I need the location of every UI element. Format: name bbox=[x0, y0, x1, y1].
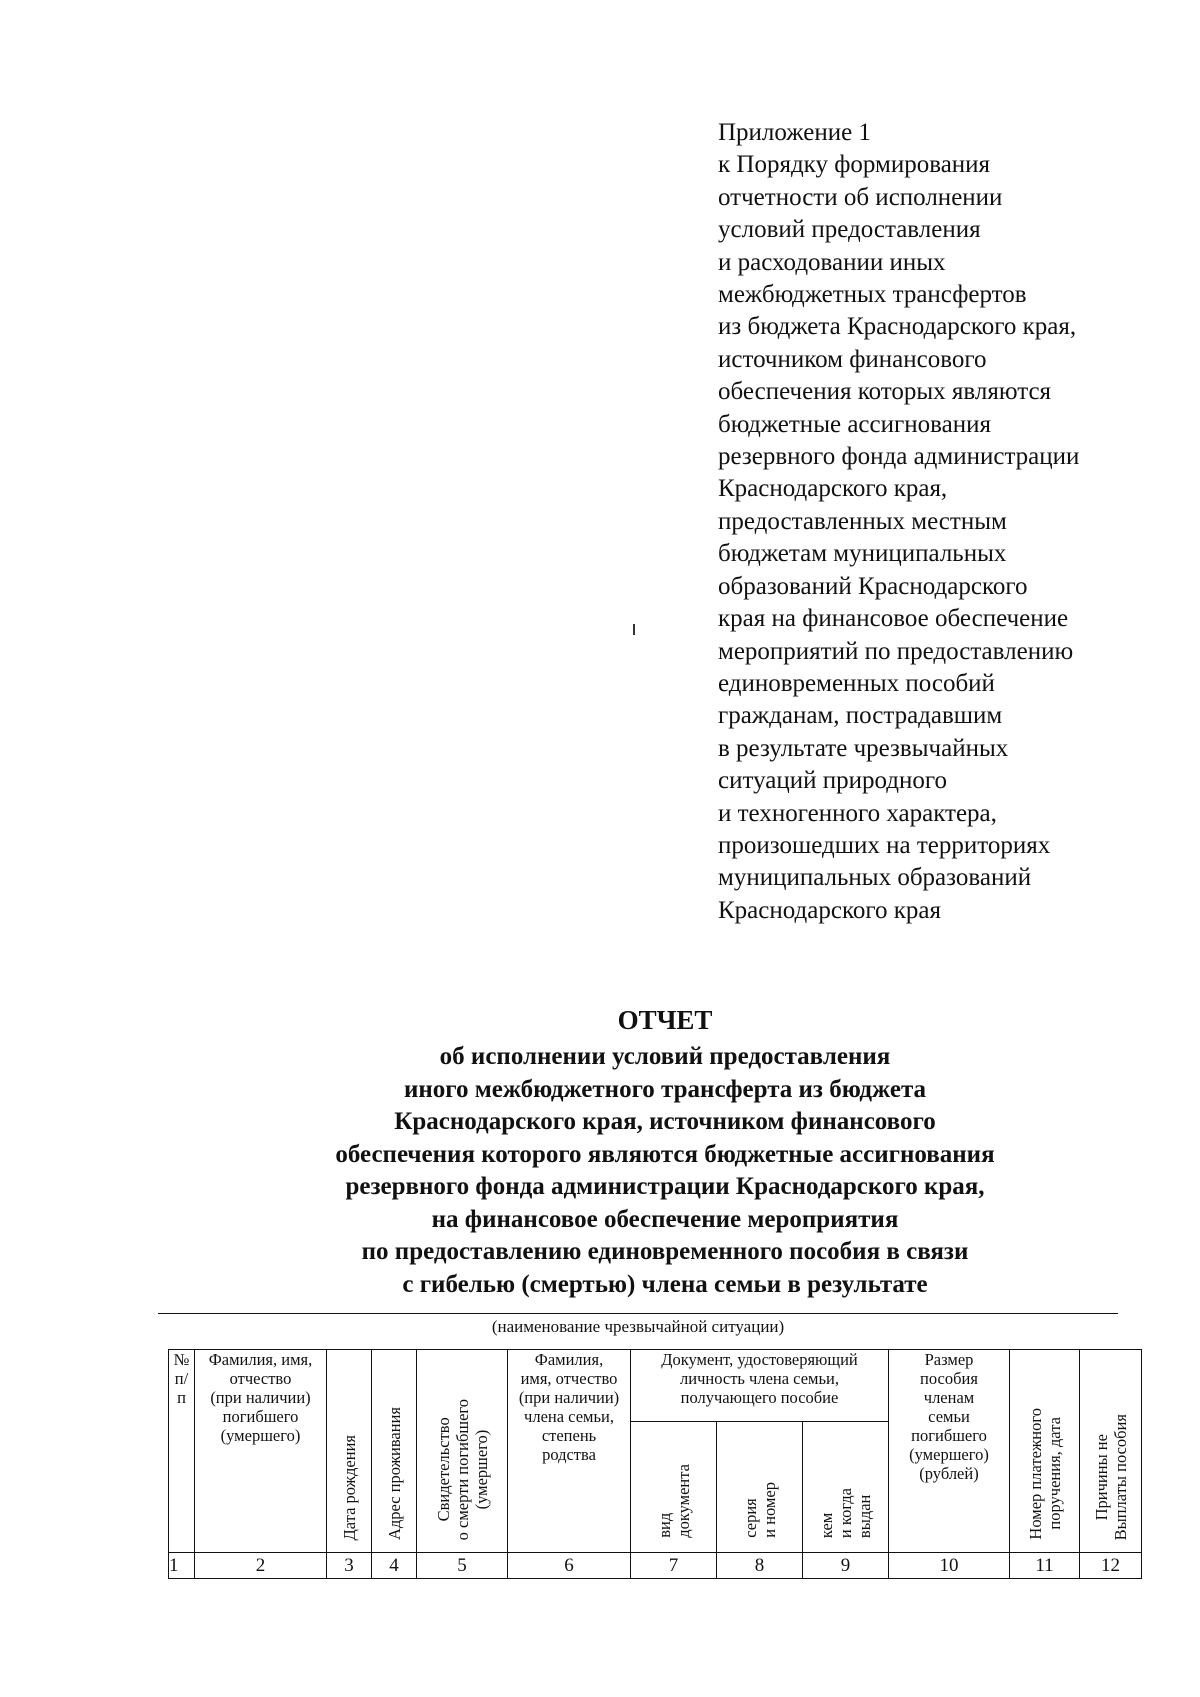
header-line: (умершего) bbox=[220, 1426, 301, 1445]
header-line: Документ, удостоверяющий bbox=[661, 1350, 858, 1369]
column-number-cell: 11 bbox=[1010, 1553, 1080, 1579]
header-line: поручения, дата bbox=[1044, 1417, 1064, 1531]
appendix-line: межбюджетных трансфертов bbox=[718, 281, 1027, 309]
column-number-cell: 8 bbox=[717, 1553, 803, 1579]
header-line: (умершего) bbox=[909, 1445, 989, 1464]
scan-mark bbox=[633, 624, 635, 635]
header-line: (при наличии) bbox=[210, 1388, 311, 1407]
subtitle-line: на финансовое обеспечение мероприятия bbox=[431, 1205, 899, 1233]
appendix-block bbox=[718, 117, 1188, 927]
header-line: степень bbox=[541, 1426, 597, 1445]
header-line: № bbox=[173, 1350, 190, 1369]
header-line: (при наличии) bbox=[518, 1388, 620, 1407]
col-number-header bbox=[169, 1350, 195, 1553]
column-number-cell: 3 bbox=[327, 1553, 372, 1579]
appendix-line: бюджетам муниципальных bbox=[718, 540, 1007, 568]
header-line: п bbox=[177, 1388, 186, 1407]
header-line: выдан bbox=[855, 1494, 874, 1538]
header-line: имя, отчество bbox=[520, 1369, 618, 1388]
header-line: (умершего) bbox=[471, 1429, 491, 1510]
column-number-cell: 10 bbox=[889, 1553, 1010, 1579]
header-line: Свидетельство bbox=[433, 1417, 453, 1522]
col-family-member-header bbox=[508, 1350, 631, 1553]
header-line: и когда bbox=[836, 1487, 855, 1538]
subtitle-line: Краснодарского края, источником финансового bbox=[394, 1108, 936, 1135]
appendix-line: гражданам, пострадавшим bbox=[718, 702, 1003, 730]
header-line: Номер платежного bbox=[1025, 1408, 1045, 1540]
col-document-series-header bbox=[717, 1422, 803, 1553]
appendix-line: произошедших на территориях bbox=[718, 831, 1051, 859]
subtitle-line: с гибелью (смертью) члена семьи в результате bbox=[402, 1270, 928, 1298]
column-number-cell: 2 bbox=[195, 1553, 327, 1579]
column-number-cell: 1 bbox=[169, 1553, 195, 1579]
emergency-name-line bbox=[158, 1313, 1118, 1314]
header-line: пособия bbox=[920, 1369, 978, 1388]
column-number-cell: 6 bbox=[508, 1553, 631, 1579]
appendix-line: края на финансовое обеспечение bbox=[718, 605, 1069, 633]
col-death-certificate-header bbox=[417, 1350, 508, 1553]
header-line: о смерти погибшего bbox=[452, 1398, 472, 1540]
header-line: семьи bbox=[928, 1407, 970, 1426]
header-line: и номер bbox=[759, 1482, 779, 1538]
appendix-line: бюджетные ассигнования bbox=[718, 410, 991, 438]
report-title: ОТЧЕТ bbox=[617, 1005, 713, 1035]
header-line: Выплаты пособия bbox=[1110, 1413, 1130, 1540]
col-benefit-amount-header bbox=[889, 1350, 1010, 1553]
header-line: родства bbox=[542, 1445, 596, 1464]
subtitle-line: резервного фонда администрации Краснодарского края, bbox=[345, 1173, 985, 1200]
col-document-issuer-header bbox=[803, 1422, 889, 1553]
header-line: получающего пособие bbox=[680, 1388, 839, 1407]
column-number-row bbox=[169, 1553, 1142, 1579]
header-line: члена семьи, bbox=[524, 1407, 614, 1426]
appendix-line: единовременных пособий bbox=[718, 669, 995, 697]
header-line: (рублей) bbox=[919, 1464, 979, 1483]
col-document-type-header bbox=[631, 1422, 717, 1553]
column-number-cell: 7 bbox=[631, 1553, 717, 1579]
header-line: отчество bbox=[229, 1369, 292, 1388]
header-line: Фамилия, bbox=[534, 1350, 604, 1369]
appendix-line: муниципальных образований bbox=[718, 864, 1032, 892]
col-document-group-header bbox=[631, 1350, 889, 1422]
col-deceased-name-header bbox=[195, 1350, 327, 1553]
subtitle-line: по предоставлению единовременного пособия в связи bbox=[361, 1238, 969, 1265]
col-birth-date-header: Дата рождения bbox=[327, 1350, 372, 1553]
report-subtitle bbox=[0, 1041, 1200, 1301]
appendix-line: Приложение 1 bbox=[718, 119, 871, 146]
subtitle-line: об исполнении условий предоставления bbox=[439, 1043, 891, 1070]
appendix-line: к Порядку формирования bbox=[718, 151, 991, 179]
appendix-line: отчетности об исполнении bbox=[718, 183, 1003, 211]
header-line: Причины не bbox=[1091, 1433, 1111, 1520]
appendix-line: из бюджета Краснодарского края, bbox=[718, 313, 1077, 341]
appendix-line: условий предоставления bbox=[718, 216, 981, 244]
header-line: кем bbox=[817, 1512, 836, 1538]
appendix-line: мероприятий по предоставлению bbox=[718, 637, 1074, 665]
column-number-cell: 5 bbox=[417, 1553, 508, 1579]
appendix-line: резервного фонда администрации bbox=[718, 443, 1080, 471]
col-payment-order-header bbox=[1010, 1350, 1080, 1553]
subtitle-line: обеспечения которого являются бюджетные ассигнования bbox=[335, 1140, 995, 1168]
column-number-cell: 12 bbox=[1080, 1553, 1142, 1579]
header-line: погибшего bbox=[222, 1407, 299, 1426]
appendix-line: предоставленных местным bbox=[718, 507, 1007, 535]
header-line: членам bbox=[923, 1388, 975, 1407]
col-address-header: Адрес проживания bbox=[372, 1350, 417, 1553]
header-line: погибшего bbox=[911, 1426, 987, 1445]
header-line: п/ bbox=[174, 1369, 189, 1388]
subtitle-line: иного межбюджетного трансферта из бюджета bbox=[403, 1075, 927, 1103]
appendix-line: ситуаций природного bbox=[718, 767, 947, 795]
report-table bbox=[168, 1349, 1142, 1579]
appendix-line: и техногенного характера, bbox=[718, 799, 997, 827]
appendix-line: Краснодарского края, bbox=[718, 475, 948, 503]
header-line: личность члена семьи, bbox=[680, 1369, 839, 1388]
header-line: Размер bbox=[924, 1350, 974, 1369]
column-number-cell: 4 bbox=[372, 1553, 417, 1579]
header-line: вид bbox=[654, 1512, 674, 1538]
col-nonpayment-reason-header bbox=[1080, 1350, 1142, 1553]
header-line: Фамилия, имя, bbox=[208, 1350, 313, 1369]
appendix-line: Краснодарского края bbox=[718, 896, 941, 924]
header-line: серия bbox=[740, 1498, 760, 1538]
emergency-name-caption: (наименование чрезвычайной ситуации) bbox=[491, 1317, 785, 1336]
column-number-cell: 9 bbox=[803, 1553, 889, 1579]
appendix-line: в результате чрезвычайных bbox=[718, 734, 1009, 762]
header-line: документа bbox=[673, 1464, 693, 1538]
appendix-line: и расходовании иных bbox=[718, 248, 946, 276]
appendix-line: образований Краснодарского bbox=[718, 572, 1028, 600]
appendix-line: обеспечения которых являются bbox=[718, 378, 1052, 406]
appendix-line: источником финансового bbox=[718, 345, 987, 373]
